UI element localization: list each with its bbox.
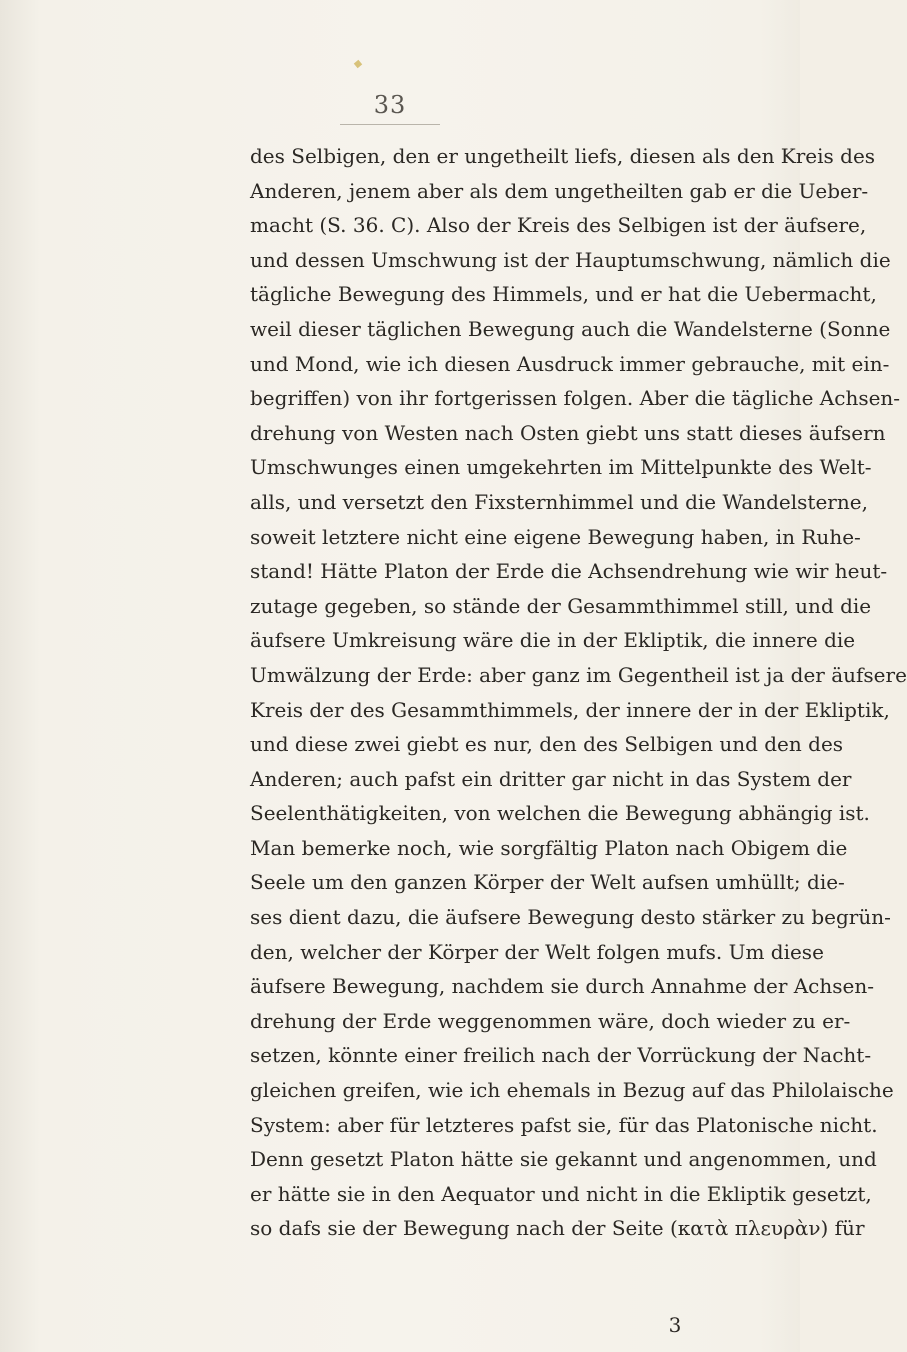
text-line: alls, und versetzt den Fixsternhimmel und die Wandelsterne, xyxy=(250,489,868,514)
text-line: Anderen; auch pafst ein dritter gar nicht in das System der xyxy=(250,766,852,791)
body-text xyxy=(250,139,907,1246)
text-line: weil dieser täglichen Bewegung auch die Wandelsterne (Sonne xyxy=(250,316,891,341)
text-line: ses dient dazu, die äufsere Bewegung desto stärker zu begrün- xyxy=(250,905,891,930)
text-line: Man bemerke noch, wie sorgfältig Platon nach Obigem die xyxy=(250,835,848,860)
text-line: und dessen Umschwung ist der Hauptumschwung, nämlich die xyxy=(250,247,891,272)
text-line: Umwälzung der Erde: aber ganz im Gegentheil ist ja der äufsere xyxy=(250,662,907,687)
text-line: Denn gesetzt Platon hätte sie gekannt und angenommen, und xyxy=(250,1147,877,1172)
text-line: setzen, könnte einer freilich nach der Vorrückung der Nacht- xyxy=(250,1043,872,1068)
text-line: macht (S. 36. C). Also der Kreis des Selbigen ist der äufsere, xyxy=(250,213,867,238)
text-line: soweit letztere nicht eine eigene Bewegung haben, in Ruhe- xyxy=(250,524,861,549)
text-line: Umschwunges einen umgekehrten im Mittelpunkte des Welt- xyxy=(250,455,872,480)
signature-mark: 3 xyxy=(668,1313,682,1337)
text-line: Seele um den ganzen Körper der Welt aufsen umhüllt; die- xyxy=(250,870,845,895)
text-line: System: aber für letzteres pafst sie, für das Platonische nicht. xyxy=(250,1112,878,1137)
text-line: stand! Hätte Platon der Erde die Achsendrehung wie wir heut- xyxy=(250,559,888,584)
header-rule xyxy=(340,124,440,125)
text-line: drehung der Erde weggenommen wäre, doch wieder zu er- xyxy=(250,1008,851,1033)
text-line: äufsere Bewegung, nachdem sie durch Annahme der Achsen- xyxy=(250,974,875,999)
text-line: Kreis der des Gesammthimmels, der innere der in der Ekliptik, xyxy=(250,697,890,722)
text-line: er hätte sie in den Aequator und nicht in die Ekliptik gesetzt, xyxy=(250,1181,872,1206)
text-line: zutage gegeben, so stände der Gesammthimmel still, und die xyxy=(250,593,872,618)
text-line: und diese zwei giebt es nur, den des Selbigen und den des xyxy=(250,732,844,757)
text-line: Anderen, jenem aber als dem ungetheilten gab er die Ueber- xyxy=(250,178,869,203)
text-line: des Selbigen, den er ungetheilt liefs, diesen als den Kreis des xyxy=(250,144,876,168)
text-line: so dafs sie der Bewegung nach der Seite (κατὰ πλευρὰν) für xyxy=(250,1216,865,1241)
text-line: drehung von Westen nach Osten giebt uns statt dieses äufsern xyxy=(250,420,886,445)
text-line: tägliche Bewegung des Himmels, und er hat die Uebermacht, xyxy=(250,282,877,307)
text-line: gleichen greifen, wie ich ehemals in Bezug auf das Philolaische xyxy=(250,1078,894,1103)
text-line: äufsere Umkreisung wäre die in der Ekliptik, die innere die xyxy=(250,628,856,653)
text-line: Seelenthätigkeiten, von welchen die Bewegung abhängig ist. xyxy=(250,801,870,826)
text-line: und Mond, wie ich diesen Ausdruck immer gebrauche, mit ein- xyxy=(250,351,890,376)
text-line: begriffen) von ihr fortgerissen folgen. Aber die tägliche Achsen- xyxy=(250,386,901,411)
ink-mark xyxy=(354,60,362,68)
text-line: den, welcher der Körper der Welt folgen mufs. Um diese xyxy=(250,939,824,964)
page-number: 33 xyxy=(373,91,407,119)
